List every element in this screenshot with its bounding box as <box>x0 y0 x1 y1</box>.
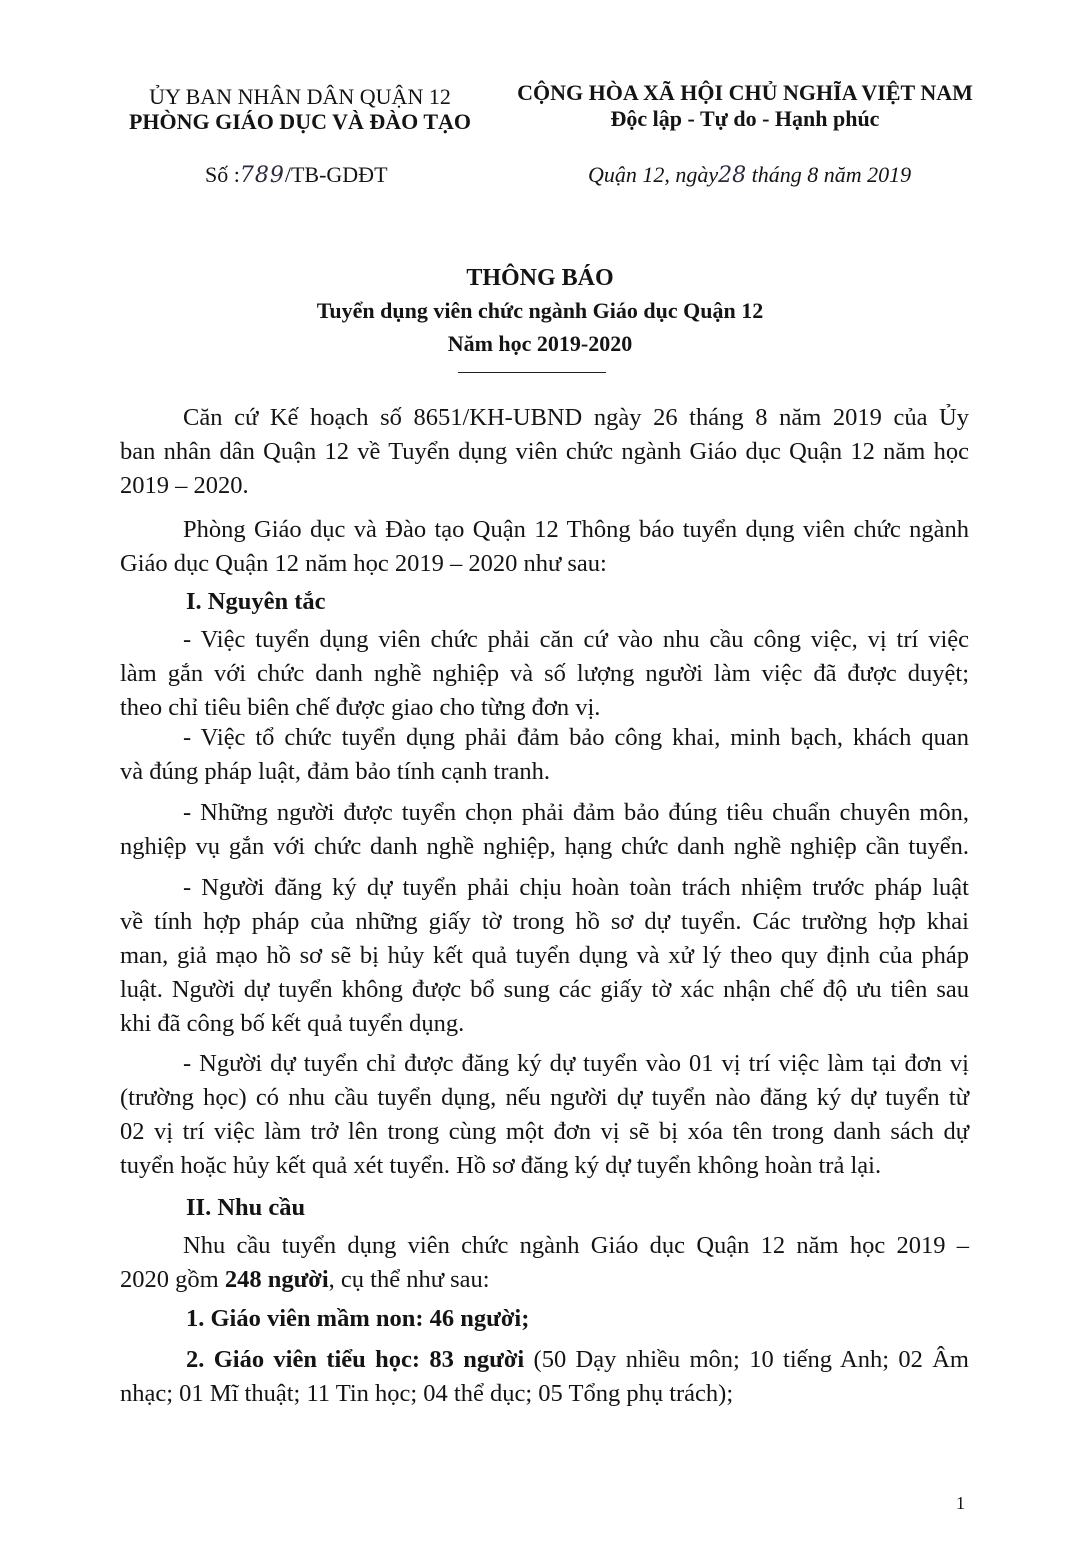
paragraph-line: tuyển hoặc hủy kết quả xét tuyển. Hồ sơ đăng ký dự tuyển không hoàn trả lại. <box>120 1152 882 1179</box>
document-subtitle: Tuyển dụng viên chức ngành Giáo dục Quận 12 <box>316 298 764 323</box>
list-item: 1. Giáo viên mầm non: 46 người; <box>186 1305 530 1332</box>
paragraph-line: về tính hợp pháp của những giấy tờ trong hồ sơ dự tuyển. Các trường hợp khai <box>120 908 969 935</box>
demand-total: 248 người <box>224 1266 329 1293</box>
country-name: CỘNG HÒA XÃ HỘI CHỦ NGHĨA VIỆT NAM <box>517 80 973 105</box>
paragraph-line: Nhu cầu tuyển dụng viên chức ngành Giáo dục Quận 12 năm học 2019 – <box>183 1232 969 1259</box>
page-number: 1 <box>956 1493 965 1513</box>
section-heading: I. Nguyên tắc <box>186 588 326 615</box>
handwritten-doc-number: 789 <box>239 163 285 188</box>
paragraph-line: nghiệp vụ gắn với chức danh nghề nghiệp, hạng chức danh nghề nghiệp cần tuyển. <box>120 833 969 860</box>
demand-text: , cụ thể như sau: <box>328 1266 490 1293</box>
section-heading: II. Nhu cầu <box>186 1194 306 1221</box>
document-date <box>588 162 911 189</box>
intro-line: Căn cứ Kế hoạch số 8651/KH-UBND ngày 26 tháng 8 năm 2019 của Ủy <box>183 404 969 431</box>
paragraph-line: man, giả mạo hồ sơ sẽ bị hủy kết quả tuyển dụng và xử lý theo quy định của pháp <box>120 942 969 969</box>
title-divider <box>458 372 606 373</box>
school-year: Năm học 2019-2020 <box>447 331 633 356</box>
paragraph-line: khi đã công bố kết quả tuyển dụng. <box>120 1010 465 1037</box>
paragraph-line <box>120 1264 490 1296</box>
paragraph-line: luật. Người dự tuyển không được bổ sung các giấy tờ xác nhận chế độ ưu tiên sau <box>120 976 969 1003</box>
intro-line: 2019 – 2020. <box>120 472 249 499</box>
demand-text: 2020 gồm <box>120 1266 225 1293</box>
list-item-continuation: nhạc; 01 Mĩ thuật; 11 Tin học; 04 thể dục; 05 Tổng phụ trách); <box>120 1380 734 1407</box>
org-name-line1: ỦY BAN NHÂN DÂN QUẬN 12 <box>149 84 451 109</box>
paragraph-line: - Những người được tuyển chọn phải đảm bảo đúng tiêu chuẩn chuyên môn, <box>183 799 969 826</box>
intro-line: Phòng Giáo dục và Đào tạo Quận 12 Thông báo tuyển dụng viên chức ngành <box>183 516 969 543</box>
doc-number-suffix: /TB-GDĐT <box>284 162 388 187</box>
doc-number-prefix: Số : <box>205 162 240 187</box>
paragraph-line: - Việc tổ chức tuyển dụng phải đảm bảo công khai, minh bạch, khách quan <box>183 724 969 751</box>
paragraph-line: làm gắn với chức danh nghề nghiệp và số lượng người làm việc đã được duyệt; <box>120 660 969 687</box>
intro-line: Giáo dục Quận 12 năm học 2019 – 2020 như sau: <box>120 550 607 577</box>
document-title: THÔNG BÁO <box>466 265 614 291</box>
handwritten-date-day: 28 <box>718 163 747 188</box>
paragraph-line: - Việc tuyển dụng viên chức phải căn cứ vào nhu cầu công việc, vị trí việc <box>183 626 969 653</box>
paragraph-line: - Người đăng ký dự tuyển phải chịu hoàn toàn trách nhiệm trước pháp luật <box>183 874 969 901</box>
paragraph-line: 02 vị trí việc làm trở lên trong cùng một đơn vị sẽ bị xóa tên trong danh sách dự <box>120 1118 969 1145</box>
org-name-line2: PHÒNG GIÁO DỤC VÀ ĐÀO TẠO <box>128 109 472 134</box>
date-suffix: tháng 8 năm 2019 <box>746 162 912 187</box>
paragraph-line: (trường học) có nhu cầu tuyển dụng, nếu người dự tuyển nào đăng ký dự tuyển từ <box>120 1084 969 1111</box>
document-number <box>205 162 388 189</box>
date-prefix: Quận 12, ngày <box>588 162 719 187</box>
paragraph-line: - Người dự tuyển chỉ được đăng ký dự tuyển vào 01 vị trí việc làm tại đơn vị <box>183 1050 969 1077</box>
intro-line: ban nhân dân Quận 12 về Tuyển dụng viên chức ngành Giáo dục Quận 12 năm học <box>120 438 969 465</box>
paragraph-line: và đúng pháp luật, đảm bảo tính cạnh tranh. <box>120 758 550 785</box>
list-item-detail: (50 Dạy nhiều môn; 10 tiếng Anh; 02 Âm <box>524 1346 969 1373</box>
list-item-heading: 2. Giáo viên tiểu học: 83 người <box>186 1346 525 1373</box>
national-motto: Độc lập - Tự do - Hạnh phúc <box>610 106 880 131</box>
paragraph-line: theo chỉ tiêu biên chế được giao cho từng đơn vị. <box>120 694 601 721</box>
list-item <box>186 1344 969 1376</box>
